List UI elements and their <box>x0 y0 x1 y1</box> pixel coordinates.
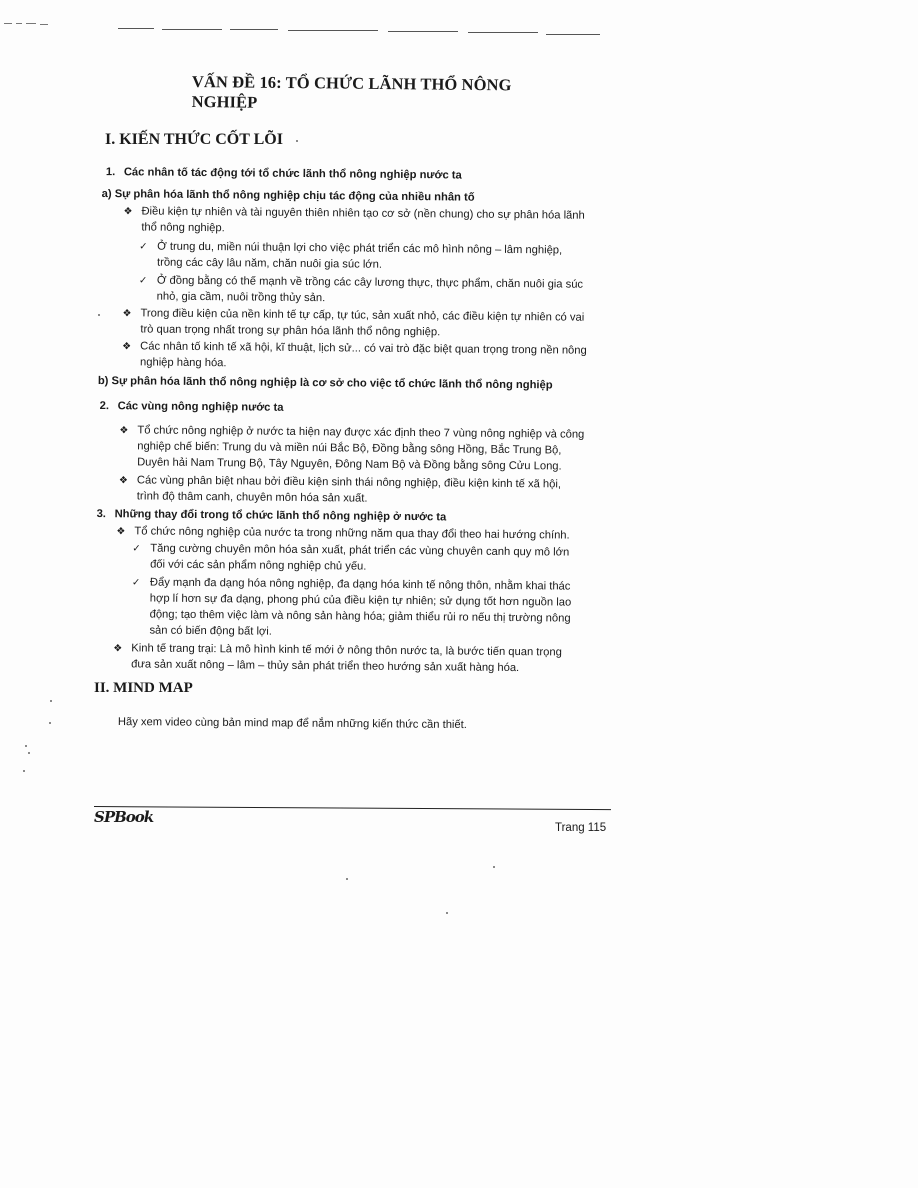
subheading-b: b) Sự phân hóa lãnh thổ nông nghiệp là cơ sở cho việc tổ chức lãnh thổ nông nghiệp <box>97 375 553 392</box>
check-text-continuation: động; tạo thêm việc làm và nông sản hàng hóa; giảm thiểu rủi ro nếu thị trường nông <box>149 608 571 625</box>
page-number: Trang 115 <box>555 822 607 834</box>
diamond-bullet-icon: ❖ <box>113 643 123 655</box>
check-icon: ✓ <box>132 543 141 555</box>
scan-speck <box>346 878 348 880</box>
scan-speck <box>23 770 25 772</box>
bullet-farm-economy: ❖ Kinh tế trang trại: Là mô hình kinh tế mới ở nông thôn nước ta, là bước tiến quan trọng <box>113 642 562 659</box>
diamond-bullet-icon: ❖ <box>122 341 132 353</box>
bullet-region-differences: ❖ Các vùng phân biệt nhau bởi điều kiện sinh thái nông nghiệp, điều kiện kinh tế xã hội, <box>118 474 562 491</box>
footer-divider <box>94 806 611 810</box>
bullet-socioeconomic-factors: ❖ Các nhân tố kinh tế xã hội, kĩ thuật, lịch sử... có vai trò đặc biệt quan trọng trong nền nông <box>122 340 587 357</box>
check-icon: ✓ <box>138 275 148 287</box>
check-specialization: ✓ Tăng cường chuyên môn hóa sản xuất, phát triển các vùng chuyên canh quy mô lớn <box>132 542 570 559</box>
section-content <box>96 160 620 675</box>
check-midland: ✓ Ở trung du, miền núi thuận lợi cho việc phát triển các mô hình nông – lâm nghiệp, <box>139 240 563 257</box>
item-1-heading <box>106 164 462 183</box>
diamond-bullet-icon: ❖ <box>119 425 129 437</box>
page-title: VẤN ĐỀ 16: TỔ CHỨC LÃNH THỔ NÔNG NGHIỆP <box>191 72 512 112</box>
check-text-continuation: nhỏ, gia cầm, nuôi trồng thủy sản. <box>156 290 326 305</box>
item-3-title: Những thay đổi trong tổ chức lãnh thổ nông nghiệp ở nước ta <box>114 508 447 524</box>
bullet-text-continuation: trò quan trọng nhất trong sự phân hóa lãnh thổ nông nghiệp. <box>140 323 441 339</box>
scan-speck <box>493 866 495 868</box>
scan-artifact-top <box>118 26 600 36</box>
bullet-text-continuation: nghiệp hàng hóa. <box>140 356 227 370</box>
item-2-heading <box>100 398 284 416</box>
subheading-a: a) Sự phân hóa lãnh thổ nông nghiệp chịu tác động của nhiều nhân tố <box>101 188 475 204</box>
check-text-continuation: hợp lí hơn sự đa dạng, phong phú của điều kiện tự nhiên; sử dụng tốt hơn nguồn lao <box>149 592 572 609</box>
bullet-natural-conditions: ❖ Điều kiện tự nhiên và tài nguyên thiên nhiên tạo cơ sở (nền chung) cho sự phân hóa lãnh <box>123 205 585 222</box>
item-1-number: 1. <box>105 166 116 179</box>
bullet-subsistence-economy: ❖ Trong điều kiện của nền kinh tế tự cấp, tự túc, sản xuất nhỏ, các điều kiện tự nhiên có vai <box>122 307 585 324</box>
bullet-text-continuation: đưa sản xuất nông – lâm – thủy sản phát triển theo hướng sản xuất hàng hóa. <box>131 658 520 675</box>
mind-map-instruction: Hãy xem video cùng bản mind map để nắm những kiến thức cần thiết. <box>117 716 467 732</box>
bullet-two-directions: ❖ Tổ chức nông nghiệp của nước ta trong những năm qua thay đổi theo hai hướng chính. <box>116 525 570 542</box>
check-text-continuation: sản có biến động bất lợi. <box>149 624 272 638</box>
diamond-bullet-icon: ❖ <box>118 475 128 487</box>
bullet-text-continuation: Duyên hải Nam Trung Bộ, Tây Nguyên, Đông Nam Bộ và Đồng bằng sông Cửu Long. <box>137 456 562 473</box>
diamond-bullet-icon: ❖ <box>122 308 132 320</box>
bullet-text-continuation: thổ nông nghiệp. <box>141 221 225 235</box>
scan-speck <box>25 745 27 747</box>
diamond-bullet-icon: ❖ <box>116 526 126 538</box>
item-2-number: 2. <box>99 400 110 413</box>
check-diversification: ✓ Đẩy mạnh đa dạng hóa nông nghiệp, đa dạng hóa kinh tế nông thôn, nhằm khai thác <box>131 576 571 593</box>
item-1-title: Các nhân tố tác động tới tổ chức lãnh thổ nông nghiệp nước ta <box>123 166 462 182</box>
check-text-continuation: trồng các cây lâu năm, chăn nuôi gia súc lớn. <box>156 256 383 271</box>
bullet-seven-regions: ❖ Tổ chức nông nghiệp ở nước ta hiện nay được xác định theo 7 vùng nông nghiệp và công <box>119 424 585 441</box>
check-icon: ✓ <box>139 241 148 253</box>
item-3-heading <box>97 506 447 525</box>
check-text-continuation: đối với các sản phẩm nông nghiệp chủ yếu. <box>150 558 367 573</box>
diamond-bullet-icon: ❖ <box>123 206 133 218</box>
bullet-text-continuation: nghiệp chế biến: Trung du và miền núi Bắc Bộ, Đồng bằng sông Hồng, Bắc Trung Bộ, <box>137 440 562 457</box>
section-heading-core-knowledge: I. KIẾN THỨC CỐT LÕI <box>105 131 283 148</box>
section-heading-mind-map: II. MIND MAP <box>94 680 193 696</box>
scan-speck <box>50 700 52 702</box>
bullet-text-continuation: trình độ thâm canh, chuyên môn hóa sản xuất. <box>136 490 368 505</box>
check-delta: ✓ Ở đồng bằng có thế mạnh về trồng các cây lương thực, thực phẩm, chăn nuôi gia súc <box>138 274 584 291</box>
scan-speck <box>98 314 100 316</box>
check-icon: ✓ <box>131 577 141 589</box>
scan-artifact-left <box>0 22 60 26</box>
scan-speck <box>28 752 30 754</box>
item-2-title: Các vùng nông nghiệp nước ta <box>117 400 284 414</box>
scan-speck <box>49 722 51 724</box>
item-3-number: 3. <box>96 508 107 521</box>
scan-speck <box>296 140 298 142</box>
scan-speck <box>446 912 448 914</box>
spbook-logo: SPBook <box>94 808 154 826</box>
